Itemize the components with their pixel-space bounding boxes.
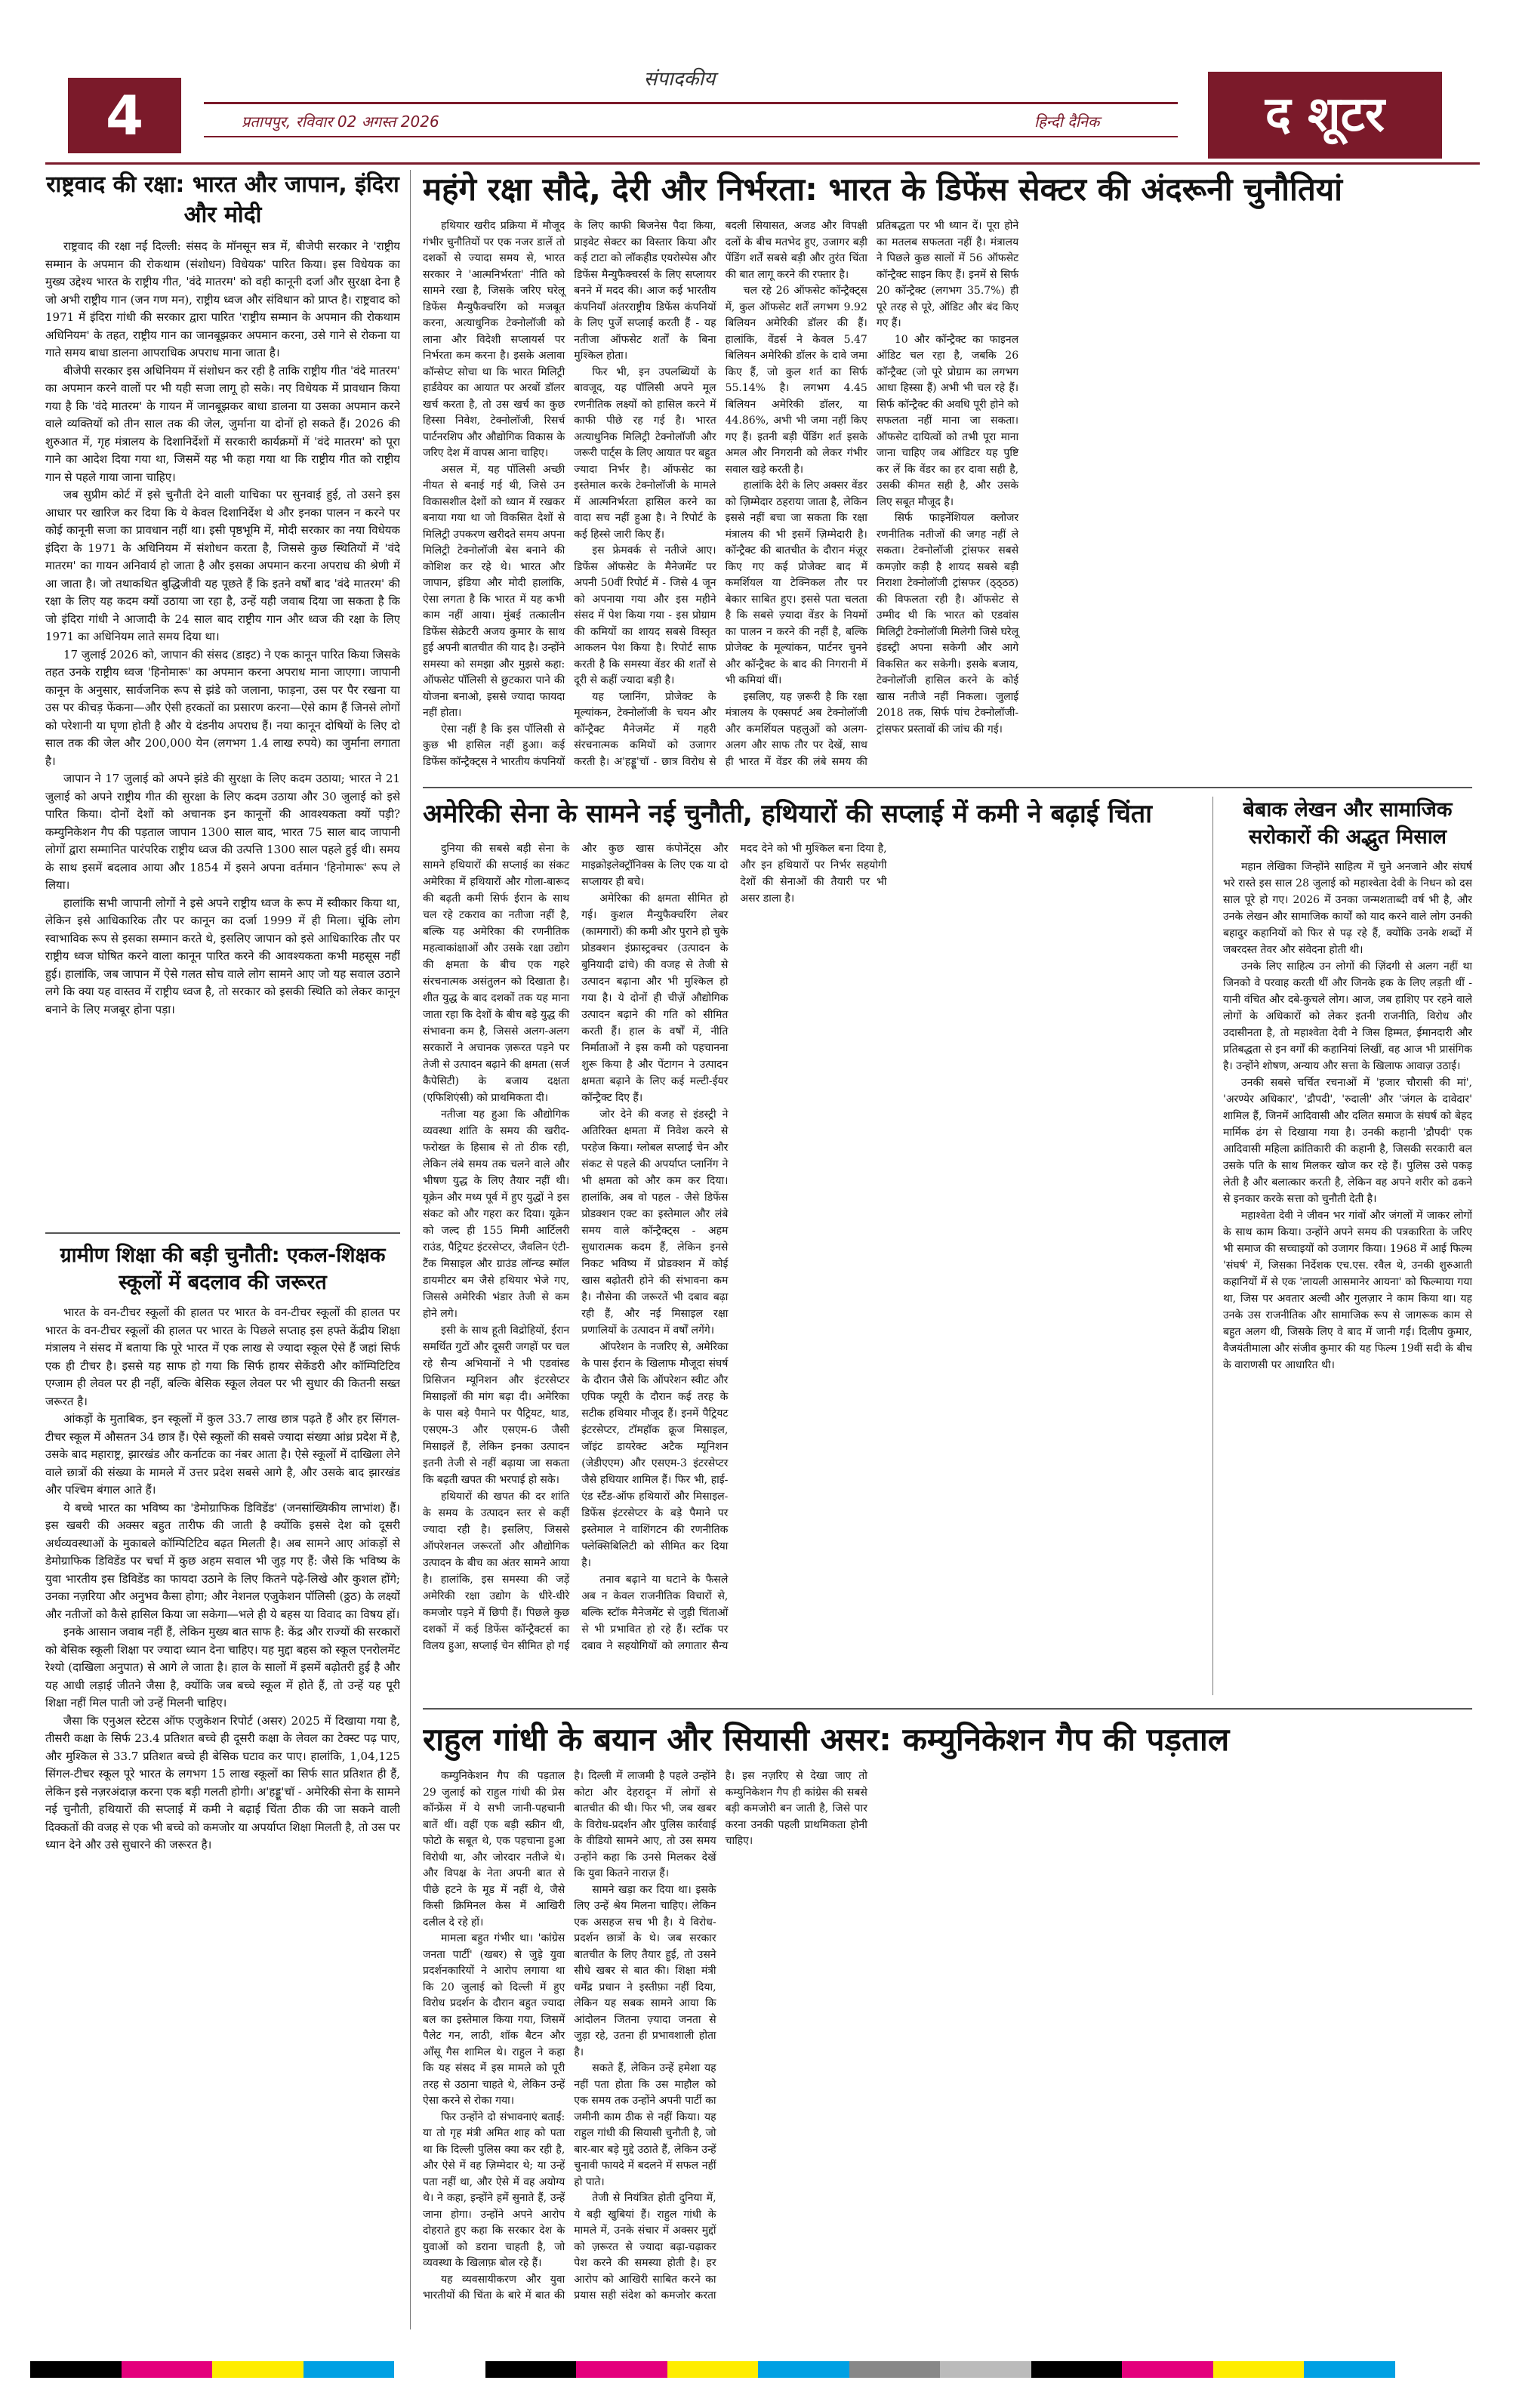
color-swatch — [1031, 2361, 1123, 2378]
divider — [423, 1708, 1472, 1710]
article-america-body — [423, 840, 1204, 1656]
color-swatch — [485, 2361, 577, 2378]
print-color-bar — [30, 2361, 1486, 2378]
color-swatch — [122, 2361, 213, 2378]
page-number: 4 — [68, 78, 181, 153]
column-rule — [410, 170, 411, 2329]
edition-label: हिन्दी दैनिक — [1034, 113, 1100, 131]
paragraph: फिर भी, इन उपलब्धियों के बावजूद, यह पॉलिसी अपने मूल रणनीतिक लक्ष्यों को हासिल करने में काफी पीछे रह गई है। भारत अत्याधुनिक मिलिट्री टेक्नोलॉजी और जरूरी पार्ट्स के लिए आयात पर बहुत ज्यादा निर्भर है। ऑफसेट का इस्तेमाल करके टेक्नोलॉजी के मामले में आत्मनिर्भरता हासिल करने का वादा सच नहीं हुआ है। ने रिपोर्ट के कई हिस्से जारी किए हैं। — [574, 365, 716, 541]
article-rashtravad-body — [45, 238, 400, 1019]
article-lead-defense — [423, 170, 1472, 782]
article-gramin-body — [45, 1304, 400, 1855]
article-lekhan — [1223, 797, 1472, 1703]
paragraph: तनाव बढ़ाने या घटाने के फैसले अब न केवल राजनीतिक विचारों से, बल्कि स्टॉक मैनेजमेंट से जुड़ी चिंताओं से भी प्रभावित हो रहे हैं। स्टॉक पर दबाव ने सहयोगियों को लगातार सैन्य मदद देने को भी मुश्किल बना दिया है, और इन हथियारों पर निर्भर सहयोगी देशों की सेनाओं की तैयारी पर भी असर डाला है। — [581, 843, 887, 1652]
article-lead-headline: महंगे रक्षा सौदे, देरी और निर्भरता: भारत के डिफेंस सेक्टर की अंदरूनी चुनौतियां — [423, 171, 1343, 208]
paragraph: तेजी से नियंत्रित होती दुनिया में, ये बड़ी खुबियां हैं। राहुल गांधी के मामले में, उनके संचार में अक्सर मुद्दों को ज़रूरत से ज्यादा बढ़ा-चढ़ाकर पेश करने की समस्या होती है। हर आरोप को आखिरी साबित करने का प्रयास सही संदेश को कमजोर करता है। इस नज़रिए से देखा जाए तो कम्युनिकेशन गैप ही कांग्रेस की सबसे बड़ी कमजोरी बन जाती है, जिसे पार करना उनकी पहली प्राथमिकता होनी चाहिए। — [574, 1770, 867, 2302]
paragraph: आंकड़ों के मुताबिक, इन स्कूलों में कुल 33.7 लाख छात्र पढ़ते हैं और हर सिंगल-टीचर स्कूल में औसतन 34 छात्र हैं। ऐसे स्कूलों की सबसे ज्यादा संख्या आंध्र प्रदेश में है, उसके बाद महाराष्ट्र, झारखंड और कर्नाटक का नंबर आता है। ऐसे स्कूलों में दाखिला लेने वाले छात्रों की संख्या के मामले में उत्तर प्रदेश सबसे आगे है, और उसके बाद झारखंड और पश्चिम बंगाल आते हैं। — [45, 1412, 400, 1497]
color-swatch — [30, 2361, 122, 2378]
article-lead-body — [423, 218, 1472, 777]
paragraph: ऐसा नहीं है कि इस पॉलिसी से कुछ भी हासिल नहीं हुआ। कई डिफेंस कॉन्ट्रैक्ट्स ने भारतीय कंपनियों के लिए काफी बिजनेस पैदा किया, प्राइवेट सेक्टर का विस्तार किया और कई टाटा को लॉकहीड एयरोस्पेस और डिफेंस मैन्युफैक्चरर्स के लिए सप्लायर बनने में मदद की। आज कई भारतीय कंपनियाँ अंतरराष्ट्रीय डिफेंस कंपनियों के लिए पुर्जे सप्लाई करती हैं - यह नतीजा ऑफसेट शर्तों के बिना मुश्किल होता। — [423, 220, 716, 768]
brand-logo: द शूटर — [1208, 72, 1442, 159]
paragraph: चल रहे 26 ऑफसेट कॉन्ट्रैक्ट्स में, कुल ऑफसेट शर्तें लगभग 9.92 बिलियन अमेरिकी डॉलर की हैं। हालांकि, वेंडर्स ने केवल 5.47 बिलियन अमेरिकी डॉलर के दावे जमा किए हैं, जो कुल शर्त का सिर्फ 55.14% है। लगभग 4.45 बिलियन अमेरिकी डॉलर, या 44.86%, अभी भी जमा नहीं किए गए हैं। इतनी बड़ी पेंडिंग शर्त इसके अमल और निगरानी को लेकर गंभीर सवाल खड़े करती है। — [725, 285, 867, 476]
article-rashtravad-headline: राष्ट्रवाद की रक्षा: भारत और जापान, इंदिरा और मोदी — [46, 171, 399, 228]
paragraph: ये बच्चे भारत का भविष्य का 'डेमोग्राफिक डिविडेंड' (जनसांख्यिकीय लाभांश) हैं। इस खबरी की अक्सर बहुत तारीफ की जाती है क्योंकि इससे देश को दूसरी अर्थव्यवस्थाओं के मुकाबले कॉम्पिटिटिव बढ़त मिलती है। अब सामने आए आंकड़ों से डेमोग्राफिक डिविडेंड पर चर्चा में कुछ अहम सवाल भी जुड़ गए हैं: जैसे कि भविष्य के युवा भारतीय इस डिविडेंड का फायदा उठाने के लिए कितने पढ़े-लिखे और कुशल होंगे; उनका नज़रिया और अनुभव कैसा होगा; और नेशनल एजुकेशन पॉलिसी (ठ्ठठ) के लक्ष्यों और नतीजों को कैसे हासिल किया जा सकेगा—भले ही ये बहस या विवाद का विषय हों। — [45, 1500, 400, 1621]
paragraph: 10 और कॉन्ट्रैक्ट का फाइनल ऑडिट चल रहा है, जबकि 26 कॉन्ट्रैक्ट (जो पूरे प्रोग्राम का लगभग आधा हिस्सा हैं) अभी भी चल रहे हैं। सिर्फ कॉन्ट्रैक्ट की अवधि पूरी होने को सफलता नहीं माना जा सकता। ऑफसेट दायित्वों को तभी पूरा माना जाना चाहिए जब ऑडिटर यह पुष्टि कर लें कि वेंडर का हर दावा सही है, उसकी कीमत सही है, और उसके लिए सबूत मौजूद है। — [876, 333, 1019, 508]
paragraph: जोर देने की वजह से इंडस्ट्री ने अतिरिक्त क्षमता में निवेश करने से परहेज किया। ग्लोबल सप्लाई चेन और संकट से पहले की अपर्याप्त प्लानिंग ने भी क्षमता को और कम कर दिया। हालांकि, अब वो पहल - जैसे डिफेंस प्रोडक्शन एक्ट का इस्तेमाल और लंबे समय वाले कॉन्ट्रैक्ट्स - अहम सुधारात्मक कदम हैं, लेकिन इनसे निकट भविष्य में प्रोडक्शन में कोई खास बढ़ोतरी होने की संभावना कम है। नौसेना की जरूरतें भी दबाव बढ़ा रही हैं, और नई मिसाइल रक्षा प्रणालियों के उत्पादन में वर्षों लगेंगे। — [581, 1108, 729, 1337]
paragraph: महान लेखिका जिन्होंने साहित्य में चुने अनजाने और संघर्ष भरे रास्ते इस साल 28 जुलाई को महाश्वेता देवी के निधन को दस साल पूरे हो गए। 2026 में उनका जन्मशताब्दी वर्ष भी है, और उनके लेखन और सामाजिक कार्यों को याद करने वाले लोग उनकी बहादुर कहानियों को फिर से पढ़ रहे हैं, क्योंकि उनके शब्दों में जबरदस्त तेवर और संवेदना होती थी। — [1223, 861, 1472, 956]
paragraph: कम्युनिकेशन गैप की पड़ताल 29 जुलाई को राहुल गांधी की प्रेस कॉन्फ्रेंस में ये सभी जानी-पहचानी बातें थीं। वहीं एक बड़ी स्क्रीन थी, फोटो के सबूत थे, एक पहचाना हुआ विरोधी था, और जोरदार नतीजे थे। और विपक्ष के नेता अपनी बात से पीछे हटने के मूड में नहीं थे, जैसे किसी क्रिमिनल केस में आखिरी दलील दे रहे हों। — [423, 1770, 565, 1929]
paragraph: जैसा कि एनुअल स्टेटस ऑफ एजुकेशन रिपोर्ट (असर) 2025 में दिखाया गया है, तीसरी कक्षा के सिर्फ 23.4 प्रतिशत बच्चे ही दूसरी कक्षा के लेवल का टेक्स्ट पढ़ पाए, और मुश्किल से 33.7 प्रतिशत बच्चे ही बेसिक घटाव कर पाए। हालांकि, 1,04,125 सिंगल-टीचर स्कूल पूरे भारत के लगभग 15 लाख स्कूलों का सिर्फ सात प्रतिशत ही हैं, लेकिन इसे नज़रअंदाज़ करना एक बड़ी गलती होगी। अ'हड्डू'चॉ - अमेरिकी सेना के सामने नई चुनौती, हथियारों की सप्लाई में कमी ने बढ़ाई चिंता ठीक की जा सकने वाली दिक्कतों की वजह से एक भी बच्चे को कमजोर या अपर्याप्त शिक्षा मिलती है, तो उस पर ध्यान देने और उसे सुधारने की जरूरत है। — [45, 1713, 400, 1851]
divider — [423, 787, 1472, 788]
paragraph: हालांकि देरी के लिए अक्सर वेंडर को ज़िम्मेदार ठहराया जाता है, लेकिन इससे नहीं बचा जा सकता कि रक्षा मंत्रालय की भी इसमें ज़िम्मेदारी है। कॉन्ट्रैक्ट की बातचीत के दौरान मंज़ूर किए गए कई प्रोजेक्ट बाद में कमर्शियल या टेक्निकल तौर पर बेकार साबित हुए। इससे पता चलता है कि सबसे ज़्यादा वेंडर के नियमों का पालन न करने की नहीं है, बल्कि प्रोजेक्ट के मूल्यांकन, पार्टनर चुनने और कॉन्ट्रैक्ट के बाद की निगरानी में भी कमियां थीं। — [725, 479, 867, 686]
article-rashtravad — [45, 170, 400, 1223]
dateline: प्रतापपुर, रविवार 02 अगस्त 2026 — [242, 113, 439, 131]
color-swatch — [1304, 2361, 1395, 2378]
paragraph: राष्ट्रवाद की रक्षा नई दिल्ली: संसद के मॉनसून सत्र में, बीजेपी सरकार ने 'राष्ट्रीय सम्मान के अपमान की रोकथाम (संशोधन) विधेयक' पारित किया। इस विधेयक का मुख्य उद्देश्य भारत के राष्ट्रीय गीत, 'वंदे मातरम' को वही कानूनी दर्जा और सुरक्षा देना है जो अभी राष्ट्रीय गान (जन गण मन), राष्ट्रीय ध्वज और संविधान को प्राप्त है। राष्ट्रवाद को 1971 में इंदिरा गांधी की सरकार द्वारा पारित 'राष्ट्रीय सम्मान के अपमान की रोकथाम अधिनियम' के तहत, राष्ट्रीय गान का जानबूझकर अपमान करना, उसे गाने से रोकना या गाते समय बाधा डालना आपराधिक अपराध माना जाता है। — [45, 239, 400, 359]
paragraph: सकते हैं, लेकिन उन्हें हमेशा यह नहीं पता होता कि उस माहौल को एक समय तक उन्होंने अपनी पार्टी का जमीनी काम ठीक से नहीं किया। यह राहुल गांधी की सियासी चुनौती है, जो बार-बार बड़े मुद्दे उठाते हैं, लेकिन उन्हें चुनावी फायदे में बदलने में सफल नहीं हो पाते। — [574, 2062, 716, 2188]
paragraph: सामने खड़ा कर दिया था। इसके लिए उन्हें श्रेय मिलना चाहिए। लेकिन एक असहज सच भी है। ये विरोध-प्रदर्शन छात्रों के थे। जब सरकार बातचीत के लिए तैयार हुई, तो उसने सीधे खबर से बात की। शिक्षा मंत्री धर्मेंद्र प्रधान ने इस्तीफ़ा नहीं दिया, लेकिन यह सबक सामने आया कि आंदोलन जितना ज़्यादा जनता से जुड़ा रहे, उतना ही प्रभावशाली होता है। — [574, 1883, 716, 2058]
paragraph: भारत के वन-टीचर स्कूलों की हालत पर भारत के वन-टीचर स्कूलों की हालत पर भारत के वन-टीचर स्कूलों की हालत पर भारत के पिछले सप्ताह इस हफ्ते केंद्रीय शिक्षा मंत्रालय ने संसद में बताया कि पूरे भारत में एक लाख से ज्यादा स्कूल ऐसे हैं जहां सिर्फ एक ही टीचर है। इससे यह साफ हो गया कि सिर्फ हायर सेकेंडरी और कॉम्पिटिटिव एग्जाम ही लेवल पर ही नहीं, बल्कि बेसिक स्कूल लेवल पर भी सुधार की कितनी सख्त जरूरत है। — [45, 1306, 400, 1408]
article-rahul — [423, 1720, 1472, 2332]
paragraph: बीजेपी सरकार इस अधिनियम में संशोधन कर रही है ताकि राष्ट्रीय गीत 'वंदे मातरम' का अपमान करने वालों पर भी यही सजा लागू हो सके। नए विधेयक में प्रावधान किया गया है कि 'वंदे मातरम' के गायन में जानबूझकर बाधा डालना या उसका अपमान करने वाले व्यक्तियों को तीन साल तक की जेल, जुर्माना या दोनों हो सकते हैं। 2026 की शुरुआत में, गृह मंत्रालय के दिशानिर्देशों में सरकारी कार्यक्रमों में 'वंदे मातरम' को पूरा गाने का आदेश दिया गया था, जिसमें यह भी कहा गया था कि राष्ट्रीय गीत को राष्ट्रीय गान से पहले गाया जाना चाहिए। — [45, 363, 400, 484]
paragraph: मामला बहुत गंभीर था। 'कांग्रेस जनता पार्टी' (खबर) से जुड़े युवा प्रदर्शनकारियों ने आरोप लगाया था कि 20 जुलाई को दिल्ली में हुए विरोध प्रदर्शन के दौरान बहुत ज्यादा बल का इस्तेमाल किया गया, जिसमें पैलेट गन, लाठी, शॉक बैटन और ऑंसू गैस शामिल थे। राहुल ने कहा कि यह संसद में इस मामले को पूरी तरह से उठाना चाहते थे, लेकिन उन्हें ऐसा करने से रोका गया। — [423, 1932, 565, 2107]
color-swatch — [758, 2361, 849, 2378]
masthead-rule-bottom — [204, 136, 1178, 137]
masthead-divider — [45, 162, 1480, 165]
article-lekhan-body — [1223, 859, 1472, 1374]
paragraph: यह प्लानिंग, प्रोजेक्ट के मूल्यांकन, टेक्नोलॉजी के चयन और कॉन्ट्रैक्ट मैनेजमेंट में गहरी संरचनात्मक कमियों को उजागर करती है। अ'हड्डू'चॉ - छात्र विरोध से बदली सियासत, अजड और विपक्षी दलों के बीच मतभेद हुए, उजागर बड़ी पेंडिंग शर्तें सबसे बड़ी और तुरंत चिंता की बात लागू करने की रफ्तार है। — [574, 220, 867, 768]
paragraph: इसी के साथ हूती विद्रोहियों, ईरान समर्थित गुटों और दूसरी जगहों पर चल रहे सैन्य अभियानों ने भी एडवांस्ड प्रिसिजन म्यूनिशन और इंटरसेप्टर मिसाइलों की मांग बढ़ा दी। अमेरिका के पास बड़े पैमाने पर पैट्रियट, थाड, एसएम-3 और एसएम-6 जैसी मिसाइलें हैं, लेकिन इनका उत्पादन इतनी तेजी से नहीं बढ़ाया जा सकता कि बढ़ती खपत की भरपाई हो सके। — [423, 1324, 570, 1486]
color-swatch — [1213, 2361, 1305, 2378]
color-swatch — [394, 2361, 485, 2378]
article-america — [423, 797, 1204, 1703]
color-swatch — [212, 2361, 304, 2378]
color-swatch — [304, 2361, 395, 2378]
paragraph: ऑपरेशन के नजरिए से, अमेरिका के पास ईरान के खिलाफ मौजूदा संघर्ष के दौरान जैसे कि ऑपरेशन स्वीट और एपिक फ्यूरी के दौरान कई तरह के सटीक हथियार मौजूद हैं। इनमें पैट्रियट इंटरसेप्टर, टॉमहॉक क्रूज मिसाइल, जॉइंट डायरेक्ट अटैक म्यूनिशन (जेडीएएम) और एसएम-3 इंटरसेप्टर जैसे हथियार शामिल हैं। फिर भी, हाई-एंड स्टैंड-ऑफ हथियारों और मिसाइल-डिफेंस इंटरसेप्टर के बड़े पैमाने पर इस्तेमाल ने वाशिंगटन की रणनीतिक फ्लेक्सिबिलिटी को सीमित कर दिया है। — [581, 1341, 729, 1569]
paragraph: उनके लिए साहित्य उन लोगों की ज़िंदगी से अलग नहीं था जिनको वे परवाह करती थीं और जिनके हक के लिए लड़ती थीं - यानी वंचित और दबे-कुचले लोग। आज, जब हाशिए पर रहने वाले लोगों के अधिकारों को लेकर इतनी राजनीति, विरोध और उदासीनता है, तो महाश्वेता देवी ने जिस हिम्मत, ईमानदारी और प्रतिबद्धता से इन वर्गों की कहानियां लिखीं, वह आज भी प्रासंगिक है। उन्होंने शोषण, अन्याय और सत्ता के खिलाफ आवाज़ उठाई। — [1223, 960, 1472, 1072]
paragraph: दुनिया की सबसे बड़ी सेना के सामने हथियारों की सप्लाई का संकट अमेरिका में हथियारों और गोला-बारूद की बढ़ती कमी सिर्फ ईरान के साथ चल रहे टकराव का नतीजा नहीं है, बल्कि यह अमेरिका की रणनीतिक महत्वाकांक्षाओं और उसके रक्षा उद्योग की क्षमता के बीच एक गहरे संरचनात्मक असंतुलन को दिखाता है। शीत युद्ध के बाद दशकों तक यह माना जाता रहा कि देशों के बीच बड़े युद्ध की संभावना कम है, जिससे अलग-अलग सरकारों ने अचानक ज़रूरत पड़ने पर तेजी से उत्पादन बढ़ाने की क्षमता (सर्ज कैपेसिटी) के बजाय दक्षता (एफिशिएंसी) को प्राथमिकता दी। — [423, 843, 570, 1104]
column-rule — [1212, 797, 1213, 1695]
article-rahul-body — [423, 1768, 1472, 2320]
color-swatch — [1395, 2361, 1487, 2378]
paragraph: जब सुप्रीम कोर्ट में इसे चुनौती देने वाली याचिका पर सुनवाई हुई, तो उसने इस आधार पर खारिज कर दिया कि ये केवल दिशानिर्देश थे और इनका पालन न करने पर कोई कानूनी सजा का प्रावधान नहीं था। इसी पृष्ठभूमि में, मोदी सरकार का नया विधेयक इंदिरा के 1971 के अधिनियम में संशोधन करता है, जिससे कुछ स्थितियों में 'वंदे मातरम' का गायन अनिवार्य हो जाता है और इसका अपमान करना अपराध की श्रेणी में आ जाता है। जो तथाकथित बुद्धिजीवी यह पूछते हैं कि इतने वर्षों बाद 'वंदे मातरम' की रक्षा के लिए यह कदम क्यों उठाया जा रहा है, उन्हें यही जवाब दिया जा सकता है कि जो इंदिरा गांधी ने आजादी के 24 साल बाद राष्ट्रीय गान और ध्वज की रक्षा के लिए 1971 का अधिनियम लाते समय दिया था। — [45, 488, 400, 643]
masthead — [45, 68, 1480, 159]
paragraph: यह व्यवसायीकरण और युवा भारतीयों की चिंता के बारे में बात की है। दिल्ली में लाजमी है पहले उन्होंने कोटा और देहरादून में लोगों से बातचीत की थी। फिर भी, जब खबर के विरोध-प्रदर्शन और पुलिस कार्रवाई के वीडियो सामने आए, तो उस समय उन्होंने कहा कि उनसे मिलकर देखें कि युवा कितने नाराज़ हैं। — [423, 1770, 716, 2302]
color-swatch — [667, 2361, 759, 2378]
paragraph: फिर उन्होंने दो संभावनाएं बताईं: या तो गृह मंत्री अमित शाह को पता था कि दिल्ली पुलिस क्या कर रही है, और ऐसे में वह ज़िम्मेदार थे; या उन्हें पता नहीं था, और ऐसे में वह अयोग्य थे। ने कहा, इन्होंने हमें सुनाते हैं, उन्हें जाना होगा। उन्होंने अपने आरोप दोहराते हुए कहा कि सरकार देश के युवाओं को डराना चाहती है, जो व्यवस्था के खिलाफ़ बोल रहे हैं। — [423, 2110, 565, 2269]
paragraph: महाश्वेता देवी ने जीवन भर गांवों और जंगलों में जाकर लोगों के साथ काम किया। उन्होंने अपने समय की पत्रकारिता के जरिए भी समाज की सच्चाइयों को उजागर किया। 1968 में आई फिल्म 'संघर्ष' में, जिसका निर्देशक एच.एस. रवैल थे, उनकी शुरुआती कहानियों में से एक 'लायली आसमानेर आयना' को फिल्माया गया था, जिस पर अवतार अल्वी और गुलज़ार ने काम किया था। यह उनके उस राजनीतिक और सामाजिक रूप से जागरूक काम से बहुत अलग थी, जिसके लिए वे बाद में जानी गईं। दिलीप कुमार, वैजयंतीमाला और संजीव कुमार की यह फिल्म 19वीं सदी के बीच के वाराणसी पर आधारित थी। — [1223, 1210, 1472, 1371]
article-america-headline: अमेरिकी सेना के सामने नई चुनौती, हथियारों की सप्लाई में कमी ने बढ़ाई चिंता — [423, 799, 1152, 829]
article-gramin-shiksha — [45, 1242, 400, 2333]
paragraph: 17 जुलाई 2026 को, जापान की संसद (डाइट) ने एक कानून पारित किया जिसके तहत उनके राष्ट्रीय ध्वज 'हिनोमारू' का अपमान करना अपराध माना जाएगा। जापानी कानून के अनुसार, सार्वजनिक रूप से झंडे को जलाना, फाड़ना, उस पर पैर रखना या उस पर कीचड़ फेंकना—और ऐसी हरकतों का प्रसारण करना—ऐसे काम हैं जिनसे लोगों को परेशानी या घृणा होती है और ये दंडनीय अपराध हैं। नया कानून दोषियों के लिए दो साल तक की जेल और 200,000 येन (लगभग 1.4 लाख रुपये) का जुर्माना लगाता है। — [45, 647, 400, 768]
newspaper-page — [30, 30, 1486, 2378]
paragraph: इस फ्रेमवर्क से नतीजे आए। डिफेंस ऑफसेट के मैनेजमेंट पर अपनी 50वीं रिपोर्ट में - जिसे 4 जून को अपनाया गया और इस महीने संसद में पेश किया गया - इस प्रोग्राम की कमियों का शायद सबसे विस्तृत आकलन पेश किया है। रिपोर्ट साफ करती है कि समस्या वेंडर की शर्तों से दूरी से कहीं ज्यादा बड़ी है। — [574, 544, 716, 686]
section-label: संपादकीय — [643, 68, 716, 91]
article-gramin-headline: ग्रामीण शिक्षा की बड़ी चुनौती: एकल-शिक्षक स्कूलों में बदलाव की जरूरत — [60, 1244, 386, 1294]
paragraph: हथियार खरीद प्रक्रिया में मौजूद गंभीर चुनौतियों पर एक नजर डालें तो दशकों से ज्यादा समय से, भारत सरकार ने 'आत्मनिर्भरता' नीति को सामने रखा है, जिसके जरिए घरेलू डिफेंस मैन्युफैक्चरिंग को मजबूत करना, अत्याधुनिक टेक्नोलॉजी को लाना और विदेशी सप्लायर्स पर निर्भरता कम करना है। इसके अलावा कॉन्सेप्ट सोचा था कि भारत मिलिट्री हार्डवेयर का आयात पर अरबों डॉलर खर्च करता है, तो उस खर्च का कुछ हिस्सा निवेश, टेक्नोलॉजी, रिसर्च पार्टनरशिप और औद्योगिक विकास के जरिए देश में वापस आना चाहिए। — [423, 220, 565, 459]
color-swatch — [1122, 2361, 1213, 2378]
paragraph: नतीजा यह हुआ कि औद्योगिक व्यवस्था शांति के समय की खरीद-फरोख्त के हिसाब से तो ठीक रही, लेकिन लंबे समय तक चलने वाले और भीषण युद्ध के लिए तैयार नहीं थी। यूक्रेन और मध्य पूर्व में हुए युद्धों ने इस संकट को और गहरा कर दिया। यूक्रेन को जल्द ही 155 मिमी आर्टिलरी राउंड, पैट्रियट इंटरसेप्टर, जैवलिन एंटी-टैंक मिसाइल और ग्राउंड लॉन्च्ड स्मॉल डायमीटर बम जैसे हथियार भेजे गए, जिससे अमेरिकी भंडार तेजी से कम होने लगे। — [423, 1108, 570, 1320]
paragraph: हथियारों की खपत की दर शांति के समय के उत्पादन स्तर से कहीं ज्यादा रही है। इसलिए, जिससे ऑपरेशनल जरूरतों और औद्योगिक उत्पादन के बीच का अंतर सामने आया है। हालांकि, इस समस्या की जड़ें अमेरिकी रक्षा उद्योग के धीरे-धीरे कमजोर पड़ने में छिपी हैं। पिछले कुछ दशकों में कई डिफेंस कॉन्ट्रैक्टर्स का विलय हुआ, सप्लाई चेन सीमित हो गई और कुछ खास कंपोनेंट्स और माइक्रोइलेक्ट्रॉनिक्स के लिए एक या दो सप्लायर ही बचे। — [423, 843, 729, 1652]
paragraph: हालांकि सभी जापानी लोगों ने इसे अपने राष्ट्रीय ध्वज के रूप में स्वीकार किया था, लेकिन इसे आधिकारिक तौर पर कानून का दर्जा 1999 में ही मिला। चूंकि लोग स्वाभाविक रूप से इसका सम्मान करते थे, इसलिए जापान को इसे आधिकारिक तौर पर राष्ट्रीय ध्वज घोषित करने वाला कानून पारित करने की आवश्यकता कभी महसूस नहीं हुई। हालांकि, जब जापान में ऐसे गलत सोच वाले लोग सामने आए जो यह सवाल उठाने लगे कि क्या यह वास्तव में राष्ट्रीय ध्वज है, तो सरकार को इसकी स्थिति को लेकर कानून बनाने के लिए मजबूर होना पड़ा। — [45, 896, 400, 1016]
paragraph: इनके आसान जवाब नहीं हैं, लेकिन मुख्य बात साफ है: केंद्र और राज्यों की सरकारों को बेसिक स्कूली शिक्षा पर ज्यादा ध्यान देना चाहिए। यह मुद्दा बहस को स्कूल एनरोलमेंट रेश्यो (दाखिला अनुपात) से आगे ले जाता है। हाल के सालों में इसमें बढ़ोतरी हुई है और यह आधी लड़ाई जीतने जैसा है, क्योंकि जब बच्चे स्कूल में होते हैं, तो उन्हें यह पूरी शिक्षा नहीं मिल पाती जो उन्हें मिलनी चाहिए। — [45, 1625, 400, 1710]
color-swatch — [849, 2361, 941, 2378]
divider — [45, 1232, 400, 1234]
article-rahul-headline: राहुल गांधी के बयान और सियासी असर: कम्युनिकेशन गैप की पड़ताल — [423, 1721, 1230, 1758]
paragraph: सिर्फ फाइनेंशियल क्लोजर रणनीतिक नतीजों की जगह नहीं ले सकता। टेक्नोलॉजी ट्रांसफर सबसे कमज़ोर कड़ी है शायद सबसे बड़ी निराशा टेक्नोलॉजी ट्रांसफर (ठ्ठ्ठठ) की विफलता रही है। ऑफसेट से उम्मीद थी कि भारत को एडवांस मिलिट्री टेक्नोलॉजी मिलेगी जिसे घरेलू इंडस्ट्री अपना सकेगी और आगे विकसित कर सकेगी। इसके बजाय, टेक्नोलॉजी हासिल करने के कोई खास नतीजे नहीं निकला। जुलाई 2018 तक, सिर्फ पांच टेक्नोलॉजी-ट्रांसफर प्रस्तावों की जांच की गई। — [876, 512, 1019, 735]
color-swatch — [940, 2361, 1031, 2378]
article-lekhan-headline: बेबाक लेखन और सामाजिक सरोकारों की अद्भुत मिसाल — [1243, 798, 1453, 849]
color-swatch — [576, 2361, 667, 2378]
paragraph: इसलिए, यह ज़रूरी है कि रक्षा मंत्रालय के एक्सपर्ट अब टेक्नोलॉजी और कमर्शियल पहलुओं को अलग-अलग और साफ तौर पर देखें, साथ ही भारत में वेंडर की लंबे समय की प्रतिबद्धता पर भी ध्यान दें। पूरा होने का मतलब सफलता नहीं है। मंत्रालय ने पिछले कुछ सालों में 56 ऑफसेट कॉन्ट्रैक्ट साइन किए हैं। इनमें से सिर्फ 20 कॉन्ट्रैक्ट (लगभग 35.7%) ही पूरे तरह से पूरे, ऑडिट और बंद किए गए हैं। — [725, 220, 1019, 768]
masthead-rule-top — [204, 102, 1178, 104]
paragraph: असल में, यह पॉलिसी अच्छी नीयत से बनाई गई थी, जिसे उन विकासशील देशों को ध्यान में रखकर बनाया गया था जो विकसित देशों से मिलिट्री उपकरण खरीदते समय अपना मिलिट्री टेक्नोलॉजी बेस बनाने की कोशिश कर रहे थे। भारत और जापान, इंडिया और मोदी हालांकि, ऐसा लगता है कि भारत में यह कभी काम नहीं आया। मुंबई तत्कालीन डिफेंस सेक्रेटरी अजय कुमार के साथ हुई अपनी बातचीत की याद है। उन्होंने समस्या को समझा और मुझसे कहा: ऑफसेट पॉलिसी से छुटकारा पाने की योजना बनाओ, इससे ज्यादा फायदा नहीं होता। — [423, 463, 565, 719]
paragraph: उनकी सबसे चर्चित रचनाओं में 'हजार चौरासी की मां', 'अरण्येर अधिकार', 'द्रौपदी', 'रुदाली' और 'जंगल के दावेदार' शामिल हैं, जिनमें आदिवासी और दलित समाज के संघर्ष को बेहद मार्मिक ढंग से दिखाया गया है। उनकी कहानी 'द्रौपदी' एक आदिवासी महिला क्रांतिकारी की कहानी है, जिसकी सरकारी बल उसके पति के साथ मिलकर खोज कर रहे हैं। पुलिस उसे पकड़ लेती है और बलात्कार करती है, लेकिन वह अपने शरीर को ढकने से इनकार करके सत्ता को चुनौती देती है। — [1223, 1077, 1472, 1205]
paragraph: जापान ने 17 जुलाई को अपने झंडे की सुरक्षा के लिए कदम उठाया; भारत ने 21 जुलाई को अपने राष्ट्रीय गीत की सुरक्षा के लिए कदम उठाया और 30 जुलाई को इसे पारित किया। दोनों देशों को अचानक इन कानूनों की आवश्यकता क्यों पड़ी? कम्युनिकेशन गैप की पड़ताल जापान 1300 साल बाद, भारत 75 साल बाद जापानी लोगों द्वारा सम्मानित पारंपरिक राष्ट्रीय ध्वज की उत्पत्ति 1300 साल पहले हुई थी। समय के साथ इसमें बदलाव आया और 1854 में इसने अपना वर्तमान 'हिनोमारू' रूप ले लिया। — [45, 772, 400, 892]
paragraph: अमेरिका की क्षमता सीमित हो गई। कुशल मैन्युफैक्चरिंग लेबर (कामगारों) की कमी और पुराने हो चुके प्रोडक्शन इंफ्रास्ट्रक्चर (उत्पादन के बुनियादी ढांचे) की वजह से तेजी से उत्पादन बढ़ाना और भी मुश्किल हो गया है। ये दोनों ही चीज़ें औद्योगिक उत्पादन बढ़ाने की गति को सीमित करती हैं। हाल के वर्षों में, नीति निर्माताओं ने इस कमी को पहचानना शुरू किया है और पेंटागन ने उत्पादन क्षमता बढ़ाने के लिए कई मल्टी-ईयर कॉन्ट्रैक्ट दिए हैं। — [581, 893, 729, 1104]
